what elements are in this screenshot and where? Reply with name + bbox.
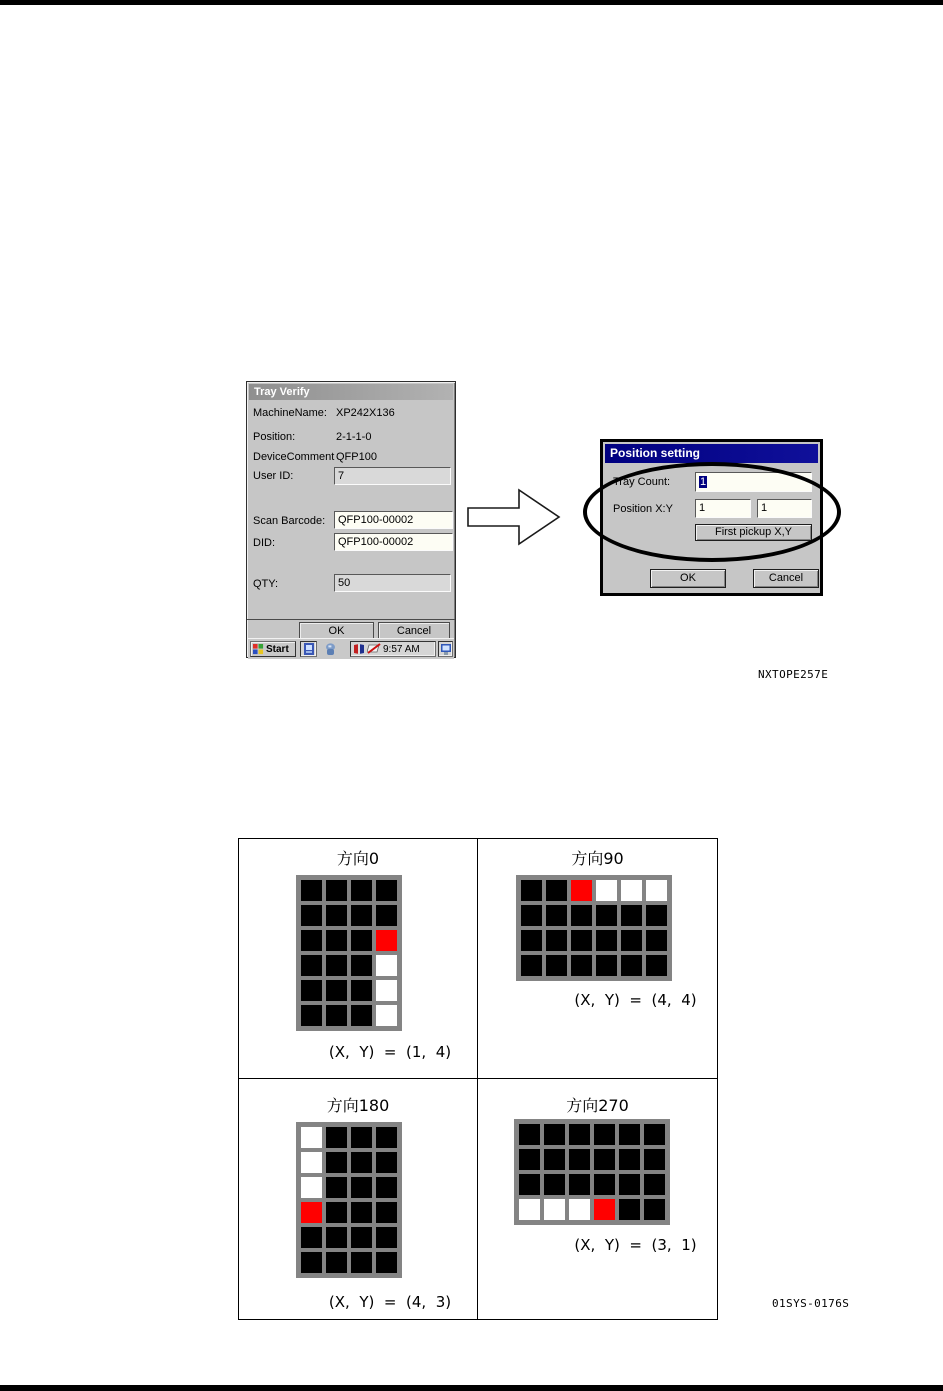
tray-grid	[296, 875, 402, 1031]
part-cell	[619, 1174, 640, 1195]
empty-cell	[621, 880, 642, 901]
part-cell	[521, 930, 542, 951]
panel-direction-90	[478, 839, 717, 1079]
pickup-cell	[301, 1202, 322, 1223]
taskbar-clock: 9:57 AM	[383, 643, 420, 655]
position-setting-dialog	[600, 439, 823, 596]
user-id-label: User ID:	[253, 470, 294, 482]
part-cell	[326, 955, 347, 976]
part-cell	[301, 905, 322, 926]
qty-label: QTY:	[253, 578, 279, 590]
part-cell	[596, 905, 617, 926]
windows-logo-icon	[253, 644, 264, 655]
position-label: Position:	[253, 431, 296, 443]
part-cell	[351, 1252, 372, 1273]
part-cell	[326, 980, 347, 1001]
part-cell	[571, 930, 592, 951]
part-cell	[646, 955, 667, 976]
first-pickup-button[interactable]: First pickup X,Y	[695, 524, 812, 541]
qty-field[interactable]: 50	[334, 574, 451, 592]
part-cell	[301, 1252, 322, 1273]
taskbar	[248, 638, 454, 659]
part-cell	[326, 1252, 347, 1273]
part-cell	[351, 980, 372, 1001]
desktop-show-button[interactable]	[438, 641, 453, 657]
part-cell	[351, 1227, 372, 1248]
part-cell	[594, 1174, 615, 1195]
part-cell	[544, 1149, 565, 1170]
pickup-cell	[594, 1199, 615, 1220]
empty-cell	[376, 980, 397, 1001]
part-cell	[644, 1174, 665, 1195]
part-cell	[351, 1005, 372, 1026]
part-cell	[569, 1174, 590, 1195]
tray-count-label: Tray Count:	[613, 476, 671, 488]
empty-cell	[376, 955, 397, 976]
orientation-table	[238, 838, 718, 1320]
part-cell	[301, 1005, 322, 1026]
page-top-rule	[0, 0, 943, 5]
part-cell	[521, 880, 542, 901]
tray-grid	[514, 1119, 670, 1225]
part-cell	[351, 1152, 372, 1173]
position-x-input[interactable]: 1	[695, 499, 751, 518]
active-task-button[interactable]	[300, 641, 317, 657]
part-cell	[546, 905, 567, 926]
part-cell	[376, 905, 397, 926]
position-setting-ok-button[interactable]: OK	[650, 569, 726, 588]
part-cell	[544, 1174, 565, 1195]
pickup-cell	[376, 930, 397, 951]
part-cell	[621, 930, 642, 951]
figure-code-bottom: 01SYS-0176S	[772, 1297, 850, 1310]
part-cell	[351, 955, 372, 976]
device-comment-value: QFP100	[336, 451, 377, 463]
device-icon	[325, 643, 336, 656]
panel-direction-270	[478, 1079, 717, 1319]
tray-verify-cancel-button[interactable]: Cancel	[378, 622, 450, 639]
part-cell	[594, 1124, 615, 1145]
part-cell	[351, 1202, 372, 1223]
panel-direction-0	[239, 839, 478, 1079]
panel-direction-180	[239, 1079, 478, 1319]
part-cell	[301, 1227, 322, 1248]
part-cell	[544, 1124, 565, 1145]
part-cell	[621, 955, 642, 976]
part-cell	[619, 1124, 640, 1145]
panel-title: 方向270	[566, 1096, 629, 1115]
part-cell	[376, 880, 397, 901]
part-cell	[376, 1177, 397, 1198]
position-setting-body	[605, 463, 818, 589]
tray-verify-ok-button[interactable]: OK	[299, 622, 374, 639]
scan-barcode-label: Scan Barcode:	[253, 515, 326, 527]
part-cell	[646, 905, 667, 926]
did-field[interactable]: QFP100-00002	[334, 533, 453, 551]
empty-cell	[569, 1199, 590, 1220]
part-cell	[519, 1149, 540, 1170]
part-cell	[594, 1149, 615, 1170]
part-cell	[326, 1227, 347, 1248]
part-cell	[546, 930, 567, 951]
network-status-icon[interactable]	[367, 643, 381, 655]
part-cell	[326, 1127, 347, 1148]
part-cell	[619, 1199, 640, 1220]
part-cell	[519, 1174, 540, 1195]
position-setting-title-bar: Position setting	[605, 444, 818, 463]
part-cell	[519, 1124, 540, 1145]
machine-name-label: MachineName:	[253, 407, 327, 419]
part-cell	[644, 1199, 665, 1220]
part-cell	[351, 1177, 372, 1198]
panel-title: 方向180	[326, 1096, 390, 1115]
part-cell	[376, 1202, 397, 1223]
empty-cell	[376, 1005, 397, 1026]
empty-cell	[519, 1199, 540, 1220]
part-cell	[326, 1177, 347, 1198]
coord-label: (X, Y) = (1, 4)	[328, 1043, 452, 1061]
part-cell	[376, 1127, 397, 1148]
transition-arrow	[466, 486, 562, 548]
tray-grid	[516, 875, 672, 981]
part-cell	[376, 1252, 397, 1273]
position-value: 2-1-1-0	[336, 431, 372, 443]
task-button-2[interactable]	[322, 641, 339, 657]
part-cell	[546, 955, 567, 976]
part-cell	[326, 1152, 347, 1173]
part-cell	[571, 955, 592, 976]
part-cell	[596, 930, 617, 951]
part-cell	[301, 980, 322, 1001]
system-tray	[350, 641, 436, 657]
part-cell	[326, 1005, 347, 1026]
app-window-icon	[304, 643, 314, 655]
user-id-field[interactable]: 7	[334, 467, 451, 485]
part-cell	[376, 1152, 397, 1173]
tray-count-value: 1	[700, 476, 707, 488]
part-cell	[644, 1149, 665, 1170]
part-cell	[326, 905, 347, 926]
part-cell	[621, 905, 642, 926]
desktop-icon	[441, 644, 451, 655]
page-bottom-rule	[0, 1385, 943, 1391]
empty-cell	[646, 880, 667, 901]
part-cell	[619, 1149, 640, 1170]
empty-cell	[301, 1177, 322, 1198]
empty-cell	[544, 1199, 565, 1220]
part-cell	[376, 1227, 397, 1248]
part-cell	[569, 1149, 590, 1170]
part-cell	[351, 1127, 372, 1148]
part-cell	[644, 1124, 665, 1145]
part-cell	[596, 955, 617, 976]
coord-label: (X, Y) = (4, 4)	[574, 991, 697, 1009]
pickup-cell	[571, 880, 592, 901]
panel-title: 方向90	[571, 849, 624, 868]
coord-label: (X, Y) = (3, 1)	[574, 1236, 697, 1254]
part-cell	[301, 955, 322, 976]
part-cell	[351, 905, 372, 926]
part-cell	[326, 880, 347, 901]
tray-grid	[296, 1122, 402, 1278]
part-cell	[521, 905, 542, 926]
position-xy-label: Position X:Y	[613, 503, 673, 515]
empty-cell	[301, 1127, 322, 1148]
part-cell	[646, 930, 667, 951]
part-cell	[571, 905, 592, 926]
position-setting-cancel-button[interactable]: Cancel	[753, 569, 819, 588]
right-arrow-icon	[466, 486, 562, 548]
start-button[interactable]	[250, 641, 296, 657]
connection-icon[interactable]	[353, 643, 365, 655]
part-cell	[326, 930, 347, 951]
part-cell	[546, 880, 567, 901]
part-cell	[301, 880, 322, 901]
scan-barcode-field[interactable]: QFP100-00002	[334, 511, 453, 529]
position-y-input[interactable]: 1	[757, 499, 812, 518]
start-button-label: Start	[266, 643, 289, 655]
figure-code-top: NXTOPE257E	[758, 668, 829, 681]
part-cell	[521, 955, 542, 976]
empty-cell	[596, 880, 617, 901]
part-cell	[326, 1202, 347, 1223]
part-cell	[569, 1124, 590, 1145]
coord-label: (X, Y) = (4, 3)	[328, 1293, 452, 1311]
command-bar	[247, 619, 455, 639]
tray-count-input[interactable]	[695, 472, 812, 492]
did-label: DID:	[253, 537, 275, 549]
machine-name-value: XP242X136	[336, 407, 395, 419]
panel-title: 方向0	[336, 849, 380, 868]
tray-verify-title-bar: Tray Verify	[249, 384, 453, 400]
empty-cell	[301, 1152, 322, 1173]
part-cell	[301, 930, 322, 951]
tray-verify-window	[246, 381, 456, 658]
device-comment-label: DeviceComment	[253, 451, 335, 463]
part-cell	[351, 930, 372, 951]
part-cell	[351, 880, 372, 901]
